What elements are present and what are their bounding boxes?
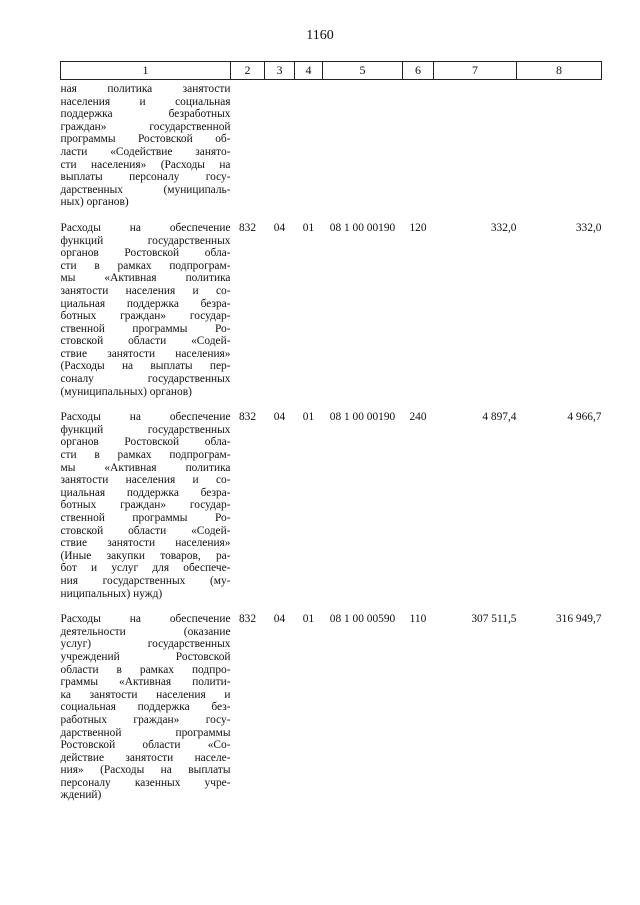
table-row: [61, 600, 602, 802]
expense-name-line: программы Ростовской об-: [60, 133, 231, 146]
expense-name-line: услуг) государственных: [60, 638, 231, 651]
amount-year1-cell: 307 511,5: [471, 613, 517, 626]
expense-type-cell: 110: [409, 613, 427, 626]
expense-name-line: (Иные закупки товаров, ра-: [60, 549, 231, 562]
page-number: 1160: [306, 28, 334, 43]
target-article-cell: 08 1 00 00590: [329, 613, 396, 626]
expense-name-line: социальная поддержка без-: [60, 701, 231, 714]
expense-name-line: ждений): [60, 789, 102, 802]
expense-name-line: ботных граждан» государ-: [60, 499, 231, 512]
amount-year2-cell: 316 949,7: [555, 613, 602, 626]
expense-name-line: действие занятости населе-: [60, 751, 231, 764]
section-code-cell: [265, 80, 295, 209]
subsection-code-cell: [295, 80, 323, 209]
table-row: [61, 398, 602, 600]
expense-name-cell: [61, 209, 231, 398]
amount-year1-cell: 4 897,4: [482, 411, 517, 424]
target-article-cell: [323, 80, 403, 209]
expense-name-line: функций государственных: [60, 423, 231, 436]
column-header-8: 8: [517, 62, 602, 80]
column-header-7: 7: [434, 62, 517, 80]
column-header-2: 2: [231, 62, 265, 80]
expense-name-line: Расходы на обеспечение: [60, 221, 231, 234]
expense-name-line: занятости населения и со-: [60, 284, 231, 297]
expense-name-line: стовской области «Содей-: [60, 524, 231, 537]
expense-name-line: граммы «Активная полити-: [60, 676, 231, 689]
expense-name-line: выплаты персоналу госу-: [60, 171, 231, 184]
expense-name-line: сти в рамках подпрограм-: [60, 449, 231, 462]
expense-name-line: мы «Активная политика: [60, 272, 231, 285]
expense-name-line: циальная поддержка безра-: [60, 297, 231, 310]
ministry-code-cell: 832: [238, 613, 257, 626]
expense-name-line: ласти «Содействие занято-: [60, 145, 231, 158]
expense-name-line: циальная поддержка безра-: [60, 486, 231, 499]
column-header-4: 4: [295, 62, 323, 80]
target-article-cell: 08 1 00 00190: [329, 221, 396, 234]
expense-name-line: дарственной программы: [60, 726, 231, 739]
budget-table: [60, 61, 602, 802]
expense-name-line: Ростовской области «Со-: [60, 739, 231, 752]
section-code-cell: 04: [273, 221, 286, 234]
expense-name-line: ствие занятости населения»: [60, 537, 231, 550]
budget-table-body: [61, 80, 602, 803]
expense-name-line: ствие занятости населения»: [60, 347, 231, 360]
expense-type-cell: 240: [409, 411, 427, 424]
expense-name-line: персоналу казенных учре-: [60, 776, 231, 789]
expense-name-line: населения и социальная: [60, 95, 231, 108]
expense-name-line: учреждений Ростовской: [60, 650, 231, 663]
expense-name-line: мы «Активная политика: [60, 461, 231, 474]
amount-year2-cell: 332,0: [575, 221, 602, 234]
amount-year2-cell: 4 966,7: [567, 411, 602, 424]
expense-name-line: (муниципальных) органов): [60, 385, 192, 398]
expense-name-line: органов Ростовской обла-: [60, 436, 231, 449]
expense-name-line: соналу государственных: [60, 373, 231, 386]
expense-name-line: Расходы на обеспечение: [60, 613, 231, 626]
expense-type-cell: [403, 80, 434, 209]
amount-year1-cell: 332,0: [490, 221, 517, 234]
expense-name-cell: [61, 600, 231, 802]
expense-name-line: граждан» государственной: [60, 120, 231, 133]
amount-year2-cell: [517, 80, 602, 209]
section-code-cell: 04: [273, 613, 286, 626]
expense-name-line: органов Ростовской обла-: [60, 247, 231, 260]
column-header-1: 1: [61, 62, 231, 80]
expense-name-line: ка занятости населения и: [60, 688, 231, 701]
expense-name-line: деятельности (оказание: [60, 625, 231, 638]
expense-name-line: ботных граждан» государ-: [60, 310, 231, 323]
target-article-cell: 08 1 00 00190: [329, 411, 396, 424]
expense-name-cell: [61, 398, 231, 600]
table-row: [61, 80, 602, 209]
expense-name-line: сти населения» (Расходы на: [60, 158, 231, 171]
expense-name-line: области в рамках подпро-: [60, 663, 231, 676]
expense-name-line: функций государственных: [60, 234, 231, 247]
expense-name-line: ния государственных (му-: [60, 574, 231, 587]
column-header-6: 6: [403, 62, 434, 80]
expense-name-line: ниципальных) нужд): [60, 587, 163, 600]
expense-name-line: ния» (Расходы на выплаты: [60, 764, 231, 777]
table-row: [61, 209, 602, 398]
subsection-code-cell: 01: [302, 411, 315, 424]
expense-name-line: ных) органов): [60, 196, 129, 209]
column-header-3: 3: [265, 62, 295, 80]
expense-type-cell: 120: [409, 221, 427, 234]
expense-name-line: ственной программы Ро-: [60, 512, 231, 524]
expense-name-line: работных граждан» госу-: [60, 713, 231, 726]
section-code-cell: 04: [273, 411, 286, 424]
expense-name-line: бот и услуг для обеспече-: [60, 562, 231, 575]
subsection-code-cell: 01: [302, 613, 315, 626]
ministry-code-cell: 832: [238, 411, 257, 424]
ministry-code-cell: [231, 80, 265, 209]
ministry-code-cell: 832: [238, 221, 257, 234]
amount-year1-cell: [434, 80, 517, 209]
expense-name-line: занятости населения и со-: [60, 474, 231, 487]
expense-name-line: стовской области «Содей-: [60, 335, 231, 348]
subsection-code-cell: 01: [302, 221, 315, 234]
expense-name-cell: [61, 80, 231, 209]
expense-name-line: сти в рамках подпрограм-: [60, 259, 231, 272]
expense-name-line: (Расходы на выплаты пер-: [60, 360, 231, 373]
expense-name-line: Расходы на обеспечение: [60, 411, 231, 424]
expense-name-line: ная политика занятости: [60, 83, 231, 95]
expense-name-line: поддержка безработных: [60, 108, 231, 121]
expense-name-line: ственной программы Ро-: [60, 322, 231, 335]
column-header-5: 5: [323, 62, 403, 80]
column-number-header: [61, 62, 602, 80]
expense-name-line: дарственных (муниципаль-: [60, 183, 231, 196]
